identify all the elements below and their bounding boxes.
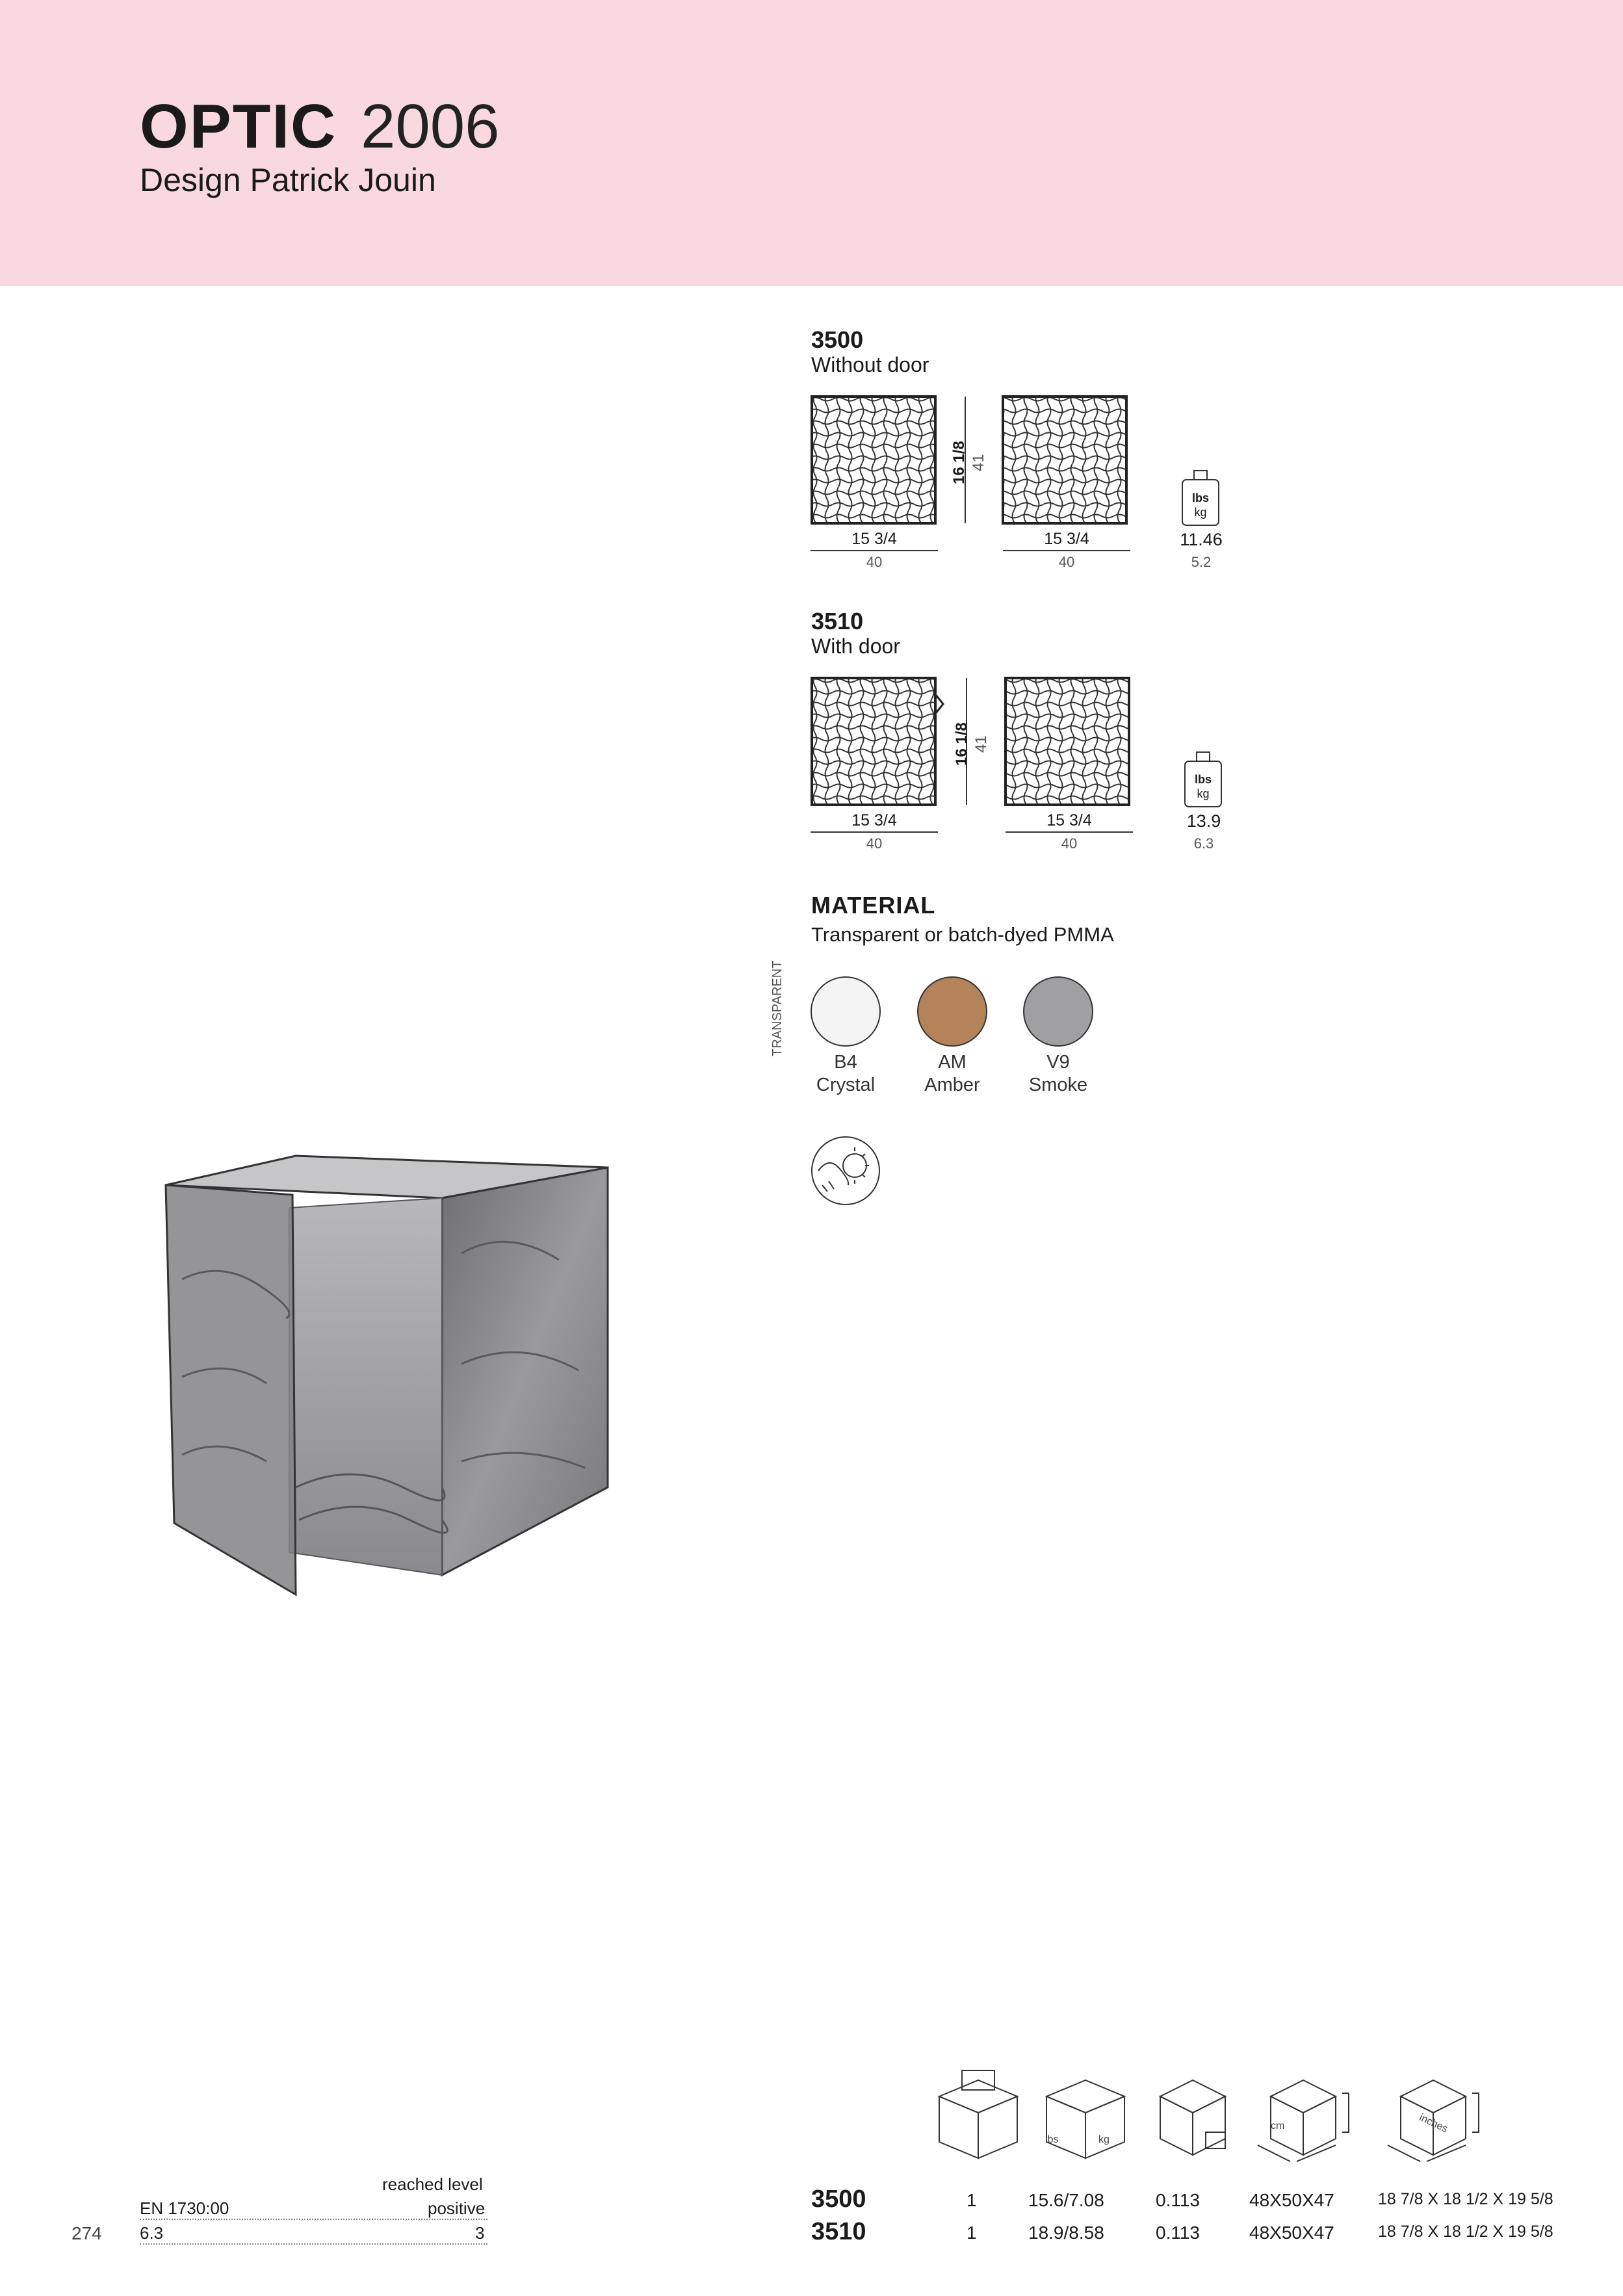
product-photo xyxy=(156,1149,630,1611)
designer-name: Design Patrick Jouin xyxy=(140,162,436,198)
norm-header: reached level xyxy=(382,2174,483,2194)
box-qty-icon xyxy=(939,2070,1017,2158)
transparent-label: TRANSPARENT xyxy=(770,960,785,1056)
height-cm-3510: 41 xyxy=(972,735,990,753)
material-title: MATERIAL xyxy=(811,892,936,919)
norm-value: 3 xyxy=(475,2223,485,2243)
weight-kg-3500: 5.2 xyxy=(1191,554,1212,570)
depth-in-3500: 15 3/4 xyxy=(1044,530,1089,548)
pack-volume: 0.113 xyxy=(1156,2223,1200,2243)
depth-cm-3510: 40 xyxy=(1061,835,1078,852)
height-in-3500: 16 1/8 xyxy=(950,441,968,484)
pack-code-3510: 3510 xyxy=(811,2218,866,2245)
pack-size-cm: 48X50X47 xyxy=(1249,2190,1334,2210)
depth-in-3510: 15 3/4 xyxy=(1046,811,1092,829)
depth-line-3500 xyxy=(1003,550,1130,551)
swatch-smoke[interactable] xyxy=(1023,976,1093,1047)
weight-lbs-3510: 13.9 xyxy=(1186,811,1221,831)
product-year: 2006 xyxy=(361,92,500,161)
weight-unit-lbs: lbs xyxy=(1191,491,1209,504)
swatch-code: AM xyxy=(938,1052,967,1073)
swatch-name: Amber xyxy=(924,1075,980,1095)
icon-label-kg: kg xyxy=(1098,2134,1110,2145)
drawing-3500 xyxy=(809,393,1199,530)
swatch-code: V9 xyxy=(1046,1052,1070,1073)
swatch-name: Crystal xyxy=(816,1075,876,1095)
width-line-3500 xyxy=(811,550,938,551)
pack-size-cm: 48X50X47 xyxy=(1249,2223,1334,2243)
drawing-3510 xyxy=(809,675,1199,811)
pack-code-3500: 3500 xyxy=(811,2185,866,2213)
norm-name: 6.3 xyxy=(140,2223,164,2243)
width-line-3510 xyxy=(811,831,938,833)
page-number: 274 xyxy=(71,2223,102,2243)
depth-line-3510 xyxy=(1006,831,1133,833)
material-description: Transparent or batch-dyed PMMA xyxy=(811,923,1114,946)
pack-qty: 1 xyxy=(967,2190,977,2210)
icon-label-inches: inches xyxy=(1417,2112,1449,2135)
swatch-label-smoke xyxy=(1003,1051,1113,1097)
icon-label-lbs: lbs xyxy=(1045,2134,1059,2145)
weight-unit-lbs: lbs xyxy=(1194,773,1212,786)
model-code-3510: 3510 xyxy=(811,608,864,634)
pack-size-in: 18 7/8 X 18 1/2 X 19 5/8 xyxy=(1378,2190,1553,2208)
pack-weight: 15.6/7.08 xyxy=(1028,2190,1104,2210)
swatch-name: Smoke xyxy=(1028,1075,1088,1095)
weight-unit-kg: kg xyxy=(1194,506,1207,519)
weight-lbs-3500: 11.46 xyxy=(1180,530,1223,549)
box-weight-icon xyxy=(1046,2080,1124,2158)
swatch-amber[interactable] xyxy=(917,976,987,1047)
swatch-code: B4 xyxy=(834,1052,857,1073)
width-in-3500: 15 3/4 xyxy=(851,530,897,548)
norm-name: EN 1730:00 xyxy=(140,2198,229,2218)
depth-cm-3500: 40 xyxy=(1058,554,1075,570)
product-title: OPTIC xyxy=(140,92,337,161)
icon-label-cm: cm xyxy=(1271,2120,1285,2132)
weight-kg-3510: 6.3 xyxy=(1193,835,1214,852)
model-name-3510: With door xyxy=(811,634,900,658)
weight-unit-kg: kg xyxy=(1197,787,1210,800)
width-cm-3500: 40 xyxy=(866,554,883,570)
height-cm-3500: 41 xyxy=(970,454,987,471)
weight-icon xyxy=(1180,469,1221,528)
model-name-3500: Without door xyxy=(811,353,929,376)
width-cm-3510: 40 xyxy=(866,835,883,852)
box-volume-icon xyxy=(1160,2080,1225,2155)
swatch-label-crystal xyxy=(790,1051,901,1097)
norm-value: positive xyxy=(428,2198,486,2218)
pack-volume: 0.113 xyxy=(1156,2190,1200,2210)
width-in-3510: 15 3/4 xyxy=(851,811,897,829)
norm-divider xyxy=(140,2219,487,2220)
norm-divider xyxy=(140,2243,487,2245)
pack-qty: 1 xyxy=(967,2223,977,2243)
packaging-icons xyxy=(926,2067,1524,2165)
swatch-label-amber xyxy=(897,1051,1007,1097)
outdoor-use-icon xyxy=(809,1134,882,1207)
pack-size-in: 18 7/8 X 18 1/2 X 19 5/8 xyxy=(1378,2223,1553,2241)
swatch-crystal[interactable] xyxy=(811,976,881,1047)
pack-weight: 18.9/8.58 xyxy=(1028,2223,1104,2243)
height-in-3510: 16 1/8 xyxy=(953,722,970,766)
model-code-3500: 3500 xyxy=(811,326,864,353)
weight-icon xyxy=(1182,751,1224,809)
